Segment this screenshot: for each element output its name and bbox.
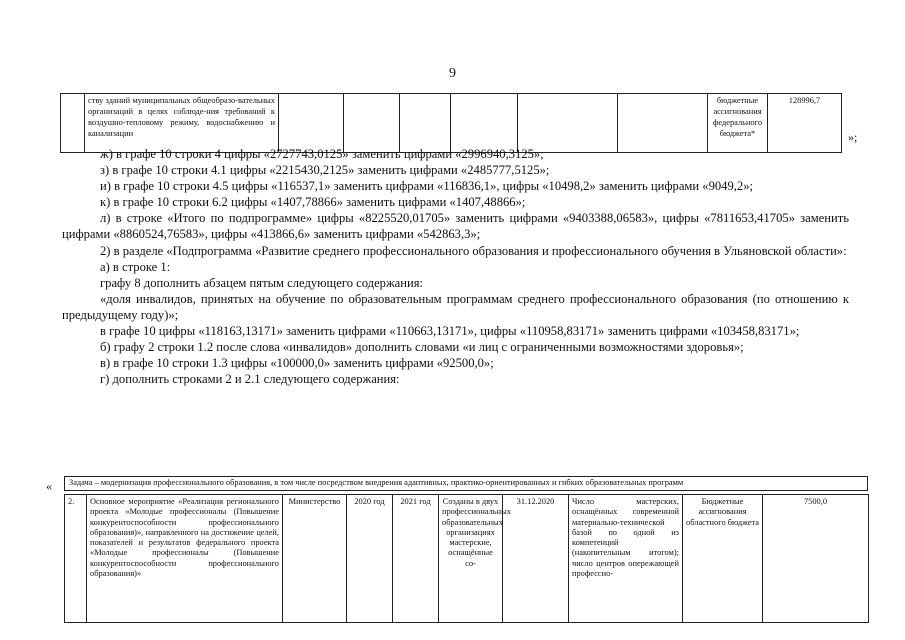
paragraph: в) в графе 10 строки 1.3 цифры «100000,0» заменить цифрами «92500,0»; — [100, 356, 494, 371]
paragraph: «доля инвалидов, принятых на обучение по образовательным программам среднего профессионального образования (по отношению к предыдущему году)»; — [62, 291, 849, 322]
row-end: 2021 год — [393, 495, 439, 623]
cell-source: бюджетные ассигнования федерального бюджета* — [708, 94, 768, 153]
row-result: Созданы в двух профессиональных образовательных организациях мастерские, оснащённые со- — [439, 495, 503, 623]
document-body — [62, 146, 849, 387]
row-amount: 7500,0 — [763, 495, 869, 623]
cell-num — [61, 94, 85, 153]
closing-quote: »; — [848, 130, 858, 144]
task-row: Задача – модернизация профессионального образования, в том числе посредством внедрения адаптивных, практико-ориентированных и гибких образовательных программ — [65, 477, 868, 491]
paragraph: графу 8 дополнить абзацем пятым следующего содержания: — [100, 275, 424, 290]
row-num: 2. — [65, 495, 87, 623]
cell-measure: ству зданий муниципальных общеобразо-вательных организаций в целях соблюде-ния требований к воздушно-тепловому режиму, водоснабжению и канализации — [85, 94, 279, 153]
added-rows-table — [64, 476, 868, 623]
row-start: 2020 год — [347, 495, 393, 623]
paragraph: б) графу 2 строки 1.2 после слова «инвалидов» дополнить словами «и лиц с ограниченными возможностями здоровья»; — [100, 340, 744, 355]
cell-date — [518, 94, 618, 153]
opening-quote: « — [46, 479, 52, 493]
paragraph: 2) в разделе «Подпрограмма «Развитие среднего профессионального образования и профессионального обучения в Ульяновской области»: — [100, 243, 847, 258]
paragraph: а) в строке 1: — [100, 259, 171, 274]
cell-amount: 128996,7 — [768, 94, 842, 153]
continued-table — [60, 93, 842, 153]
paragraph: и) в графе 10 строки 4.5 цифры «116537,1» заменить цифрами «116836,1», цифры «10498,2» заменить цифрами «9049,2»; — [100, 179, 754, 194]
page-number: 9 — [449, 66, 456, 81]
cell-indicator — [618, 94, 708, 153]
cell-executor — [279, 94, 344, 153]
row-executor: Министерство — [283, 495, 347, 623]
paragraph: з) в графе 10 строки 4.1 цифры «2215430,2125» заменить цифрами «2485777,5125»; — [100, 163, 550, 178]
paragraph: к) в графе 10 строки 6.2 цифры «1407,78866» заменить цифрами «1407,48866»; — [100, 195, 526, 210]
row-measure: Основное мероприятие «Реализация регионального проекта «Молодые профессионалы (Повышение конкурентоспособности профессионального образования)», направленного на достижение целей, показателей и результатов федерального проекта «Молодые профессионалы (Повышение конкурентоспособности профессионального образования)» — [87, 495, 283, 623]
row-source: Бюджетные ассигнования областного бюджета — [683, 495, 763, 623]
cell-start — [344, 94, 400, 153]
row-indicator: Число мастерских, оснащённых современной материально-технической базой по одной из компетенций (накопительным итогом); число центров опережающей профессио- — [569, 495, 683, 623]
cell-result — [451, 94, 518, 153]
paragraph: г) дополнить строками 2 и 2.1 следующего содержания: — [100, 372, 400, 387]
paragraph: в графе 10 цифры «118163,13171» заменить цифрами «110663,13171», цифры «110958,83171» заменить цифрами «103458,83171»; — [100, 324, 800, 339]
cell-end — [400, 94, 451, 153]
row-date: 31.12.2020 — [503, 495, 569, 623]
paragraph: ж) в графе 10 строки 4 цифры «2727743,0125» заменить цифрами «2996940,3125»; — [100, 147, 544, 161]
paragraph: л) в строке «Итого по подпрограмме» цифры «8225520,01705» заменить цифрами «9403388,06583», цифры «7811653,41705» заменить цифрами «8860524,76583», цифры «413866,6» заменить цифрами «542863,3»; — [62, 211, 849, 242]
